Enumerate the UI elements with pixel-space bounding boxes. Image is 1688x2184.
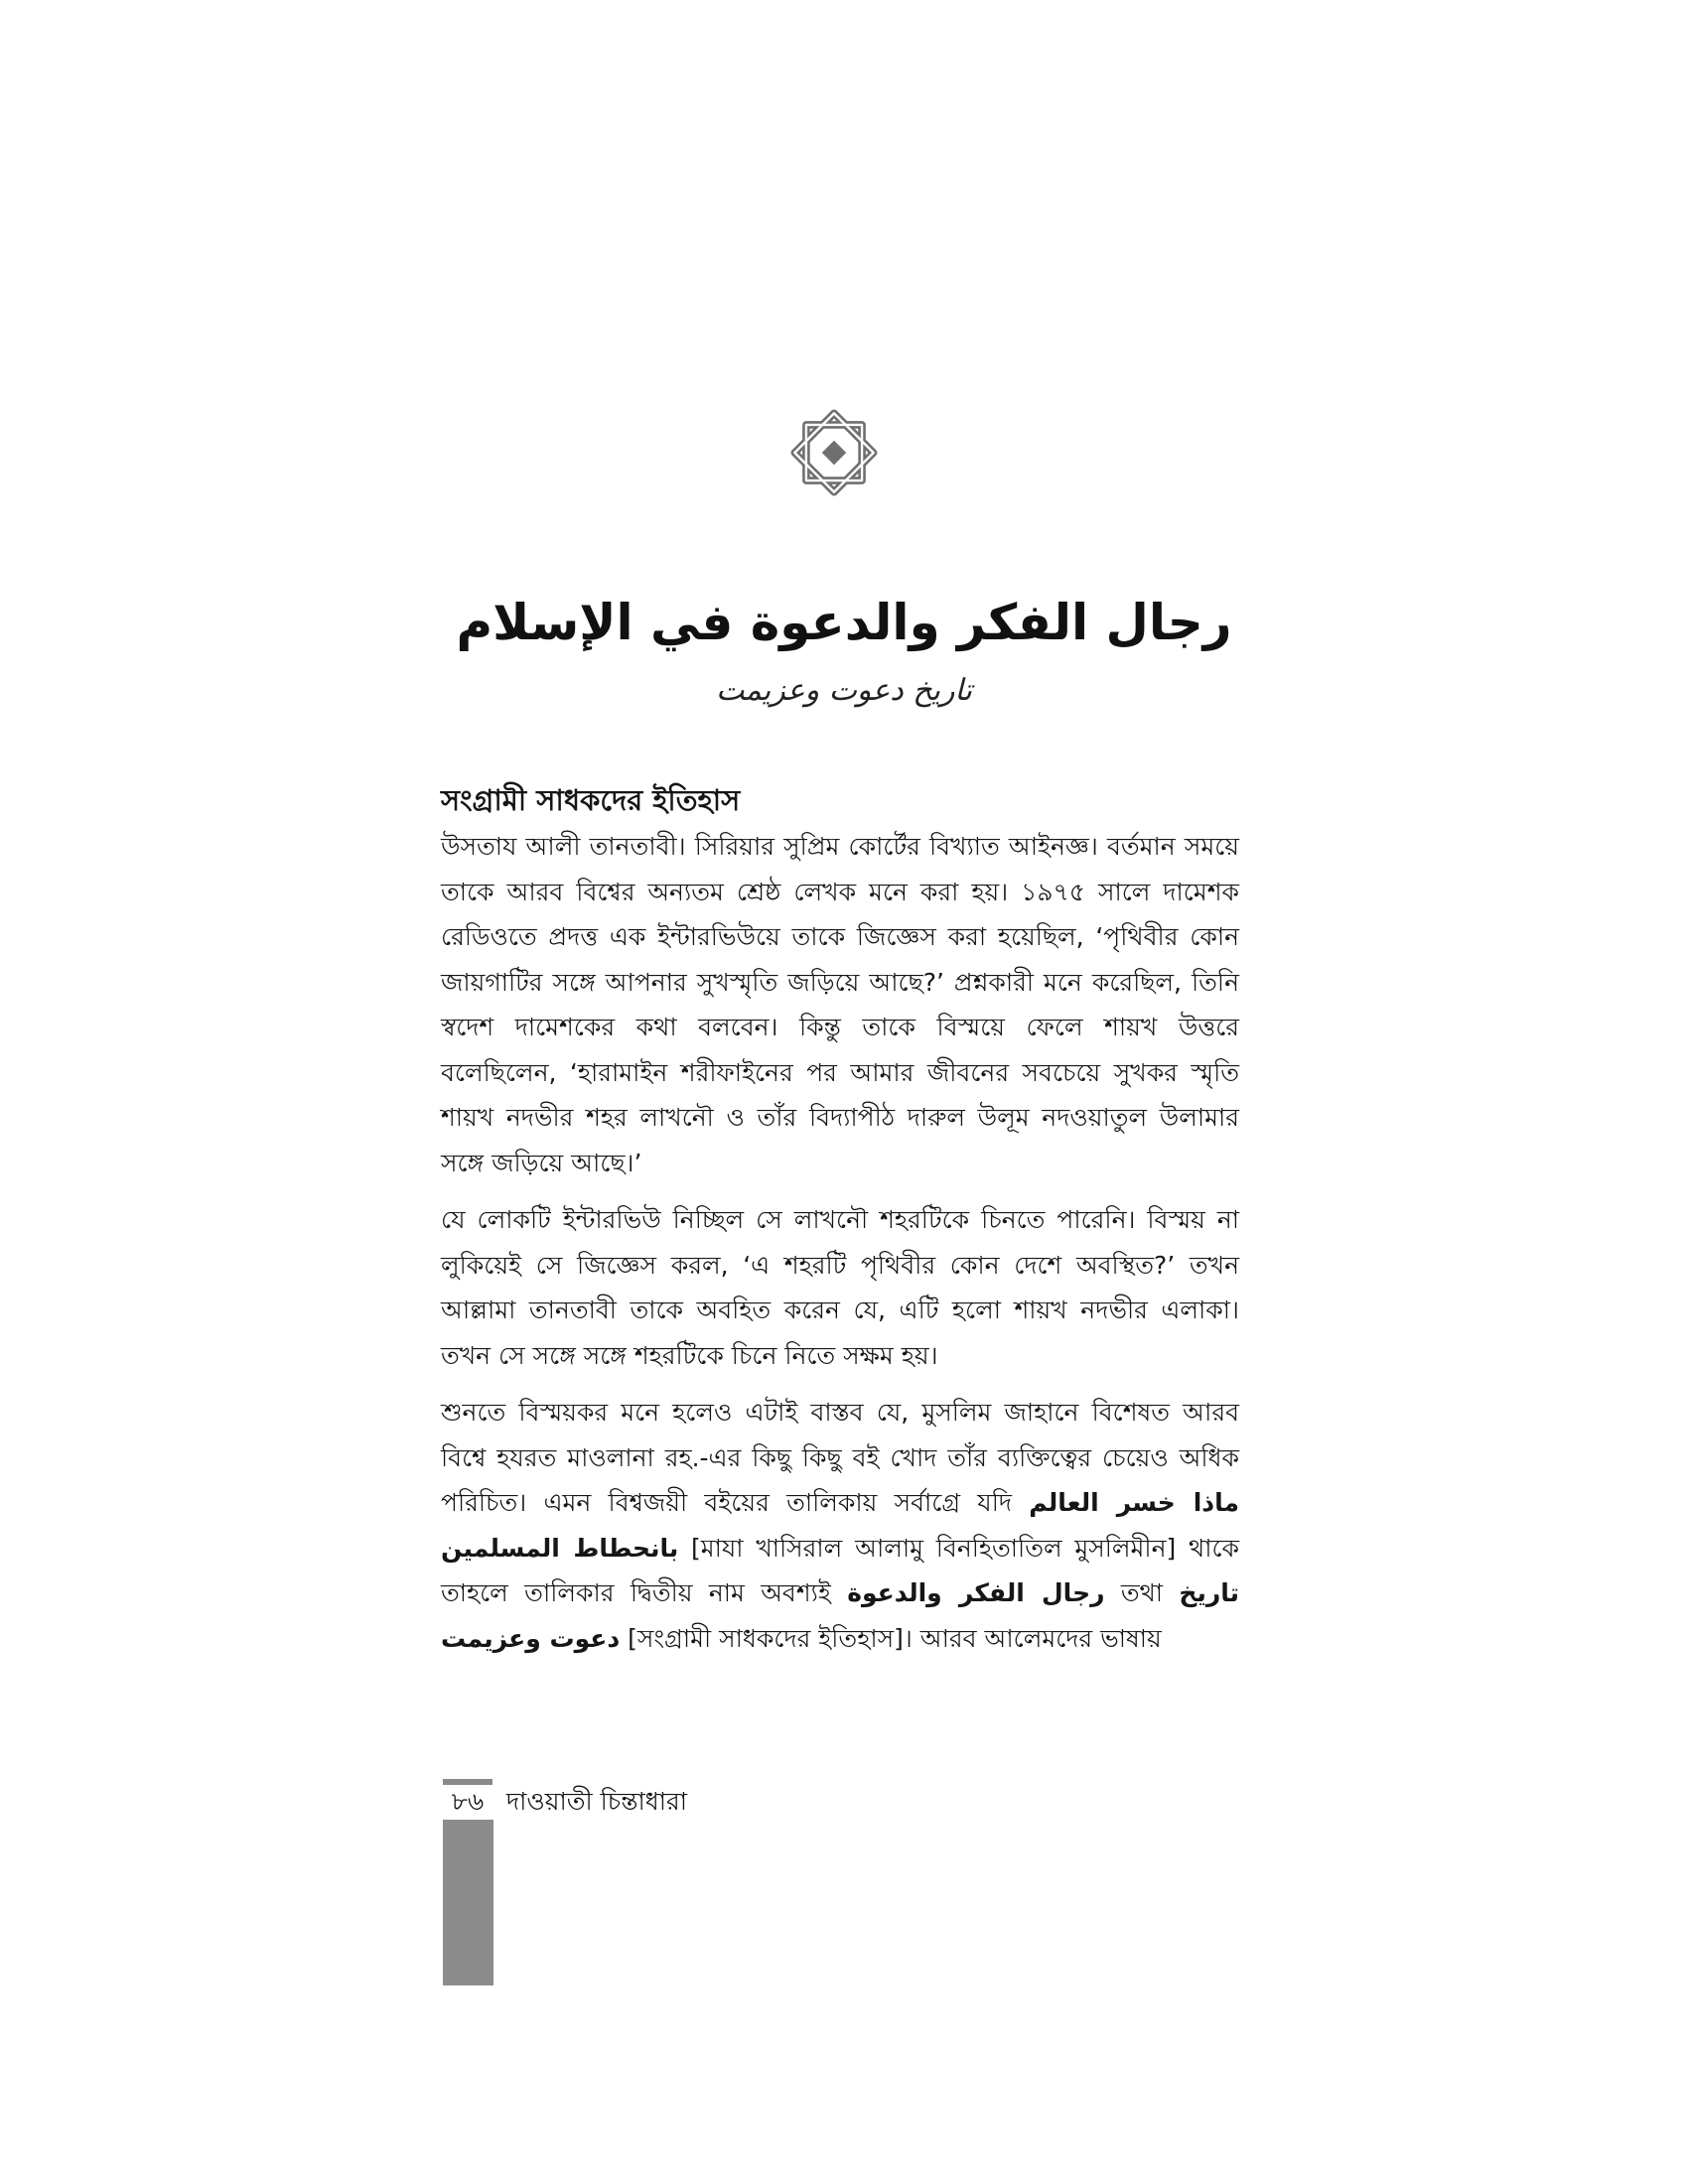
paragraph-3-text-4: [সংগ্রামী সাধকদের ইতিহাস]। আরব আলেমদের ভাষায় bbox=[620, 1623, 1162, 1653]
urdu-book-subtitle: تاریخ دعوت وعزیمت bbox=[716, 673, 972, 708]
chapter-body bbox=[441, 776, 1239, 1661]
paragraph-2: যে লোকটি ইন্টারভিউ নিচ্ছিল সে লাখনৌ শহরটিকে চিনতে পারেনি। বিস্ময় না লুকিয়েই সে জিজ্ঞেস করল, ‘এ শহরটি পৃথিবীর কোন দেশে অবস্থিত?’ তখন আল্লামা তানতাবী তাকে অবহিত করেন যে, এটি হলো শায়খ নদভীর এলাকা। তখন সে সঙ্গে সঙ্গে শহরটিকে চিনে নিতে সক্ষম হয়। bbox=[441, 1205, 1239, 1370]
paragraph-3-text-3: তথা bbox=[1104, 1578, 1180, 1607]
paragraph-3 bbox=[441, 1390, 1239, 1661]
decorative-side-bar bbox=[443, 1820, 493, 1985]
arabic-book-name-2: رجال الفكر والدعوة bbox=[847, 1578, 1105, 1607]
islamic-star-knot-ornament-icon bbox=[780, 399, 888, 506]
paragraph-1: উসতায আলী তানতাবী। সিরিয়ার সুপ্রিম কোর্টের বিখ্যাত আইনজ্ঞ। বর্তমান সময়ে তাকে আরব বিশ্বের অন্যতম শ্রেষ্ঠ লেখক মনে করা হয়। ১৯৭৫ সালে দামেশক রেডিওতে প্রদত্ত এক ইন্টারভিউয়ে তাকে জিজ্ঞেস করা হয়েছিল, ‘পৃথিবীর কোন জায়গাটির সঙ্গে আপনার সুখস্মৃতি জড়িয়ে আছে?’ প্রশ্নকারী মনে করেছিল, তিনি স্বদেশ দামেশকের কথা বলবেন। কিন্তু তাকে বিস্ময়ে ফেলে শায়খ উত্তরে বলেছিলেন, ‘হারামাইন শরীফাইনের পর আমার জীবনের সবচেয়ে সুখকর স্মৃতি শায়খ নদভীর শহর লাখনৌ ও তাঁর বিদ্যাপীঠ দারুল উলূম নদওয়াতুল উলামার সঙ্গে জড়িয়ে আছে।’ bbox=[441, 832, 1239, 1177]
paragraph-3-text-1: শুনতে বিস্ময়কর মনে হলেও এটাই বাস্তব যে, মুসলিম জাহানে বিশেষত আরব বিশ্বে হযরত মাওলানা রহ.-এর কিছু কিছু বই খোদ তাঁর ব্যক্তিত্বের চেয়েও অধিক পরিচিত। এমন বিশ্বজয়ী বইয়ের তালিকায় সর্বাগ্রে যদি bbox=[441, 1398, 1239, 1517]
arabic-book-title: رجال الفكر والدعوة في الإسلام bbox=[456, 594, 1232, 651]
arabic-book-name-1: ماذا خسر العالم بانحطاط المسلمين bbox=[441, 1488, 1239, 1563]
paragraph-3-text-2: [মাযা খাসিরাল আলামু বিনহিতাতিল মুসলিমীন] থাকে তাহলে তালিকার দ্বিতীয় নাম অবশ্যই bbox=[441, 1533, 1239, 1607]
section-heading: সংগ্রামী সাধকদের ইতিহাস bbox=[441, 783, 741, 817]
urdu-book-name: تاریخ دعوت وعزیمت bbox=[441, 1578, 1239, 1653]
page-number: ৮৬ bbox=[443, 1779, 492, 1818]
running-footer-title: দাওয়াতী চিন্তাধারা bbox=[506, 1787, 688, 1816]
